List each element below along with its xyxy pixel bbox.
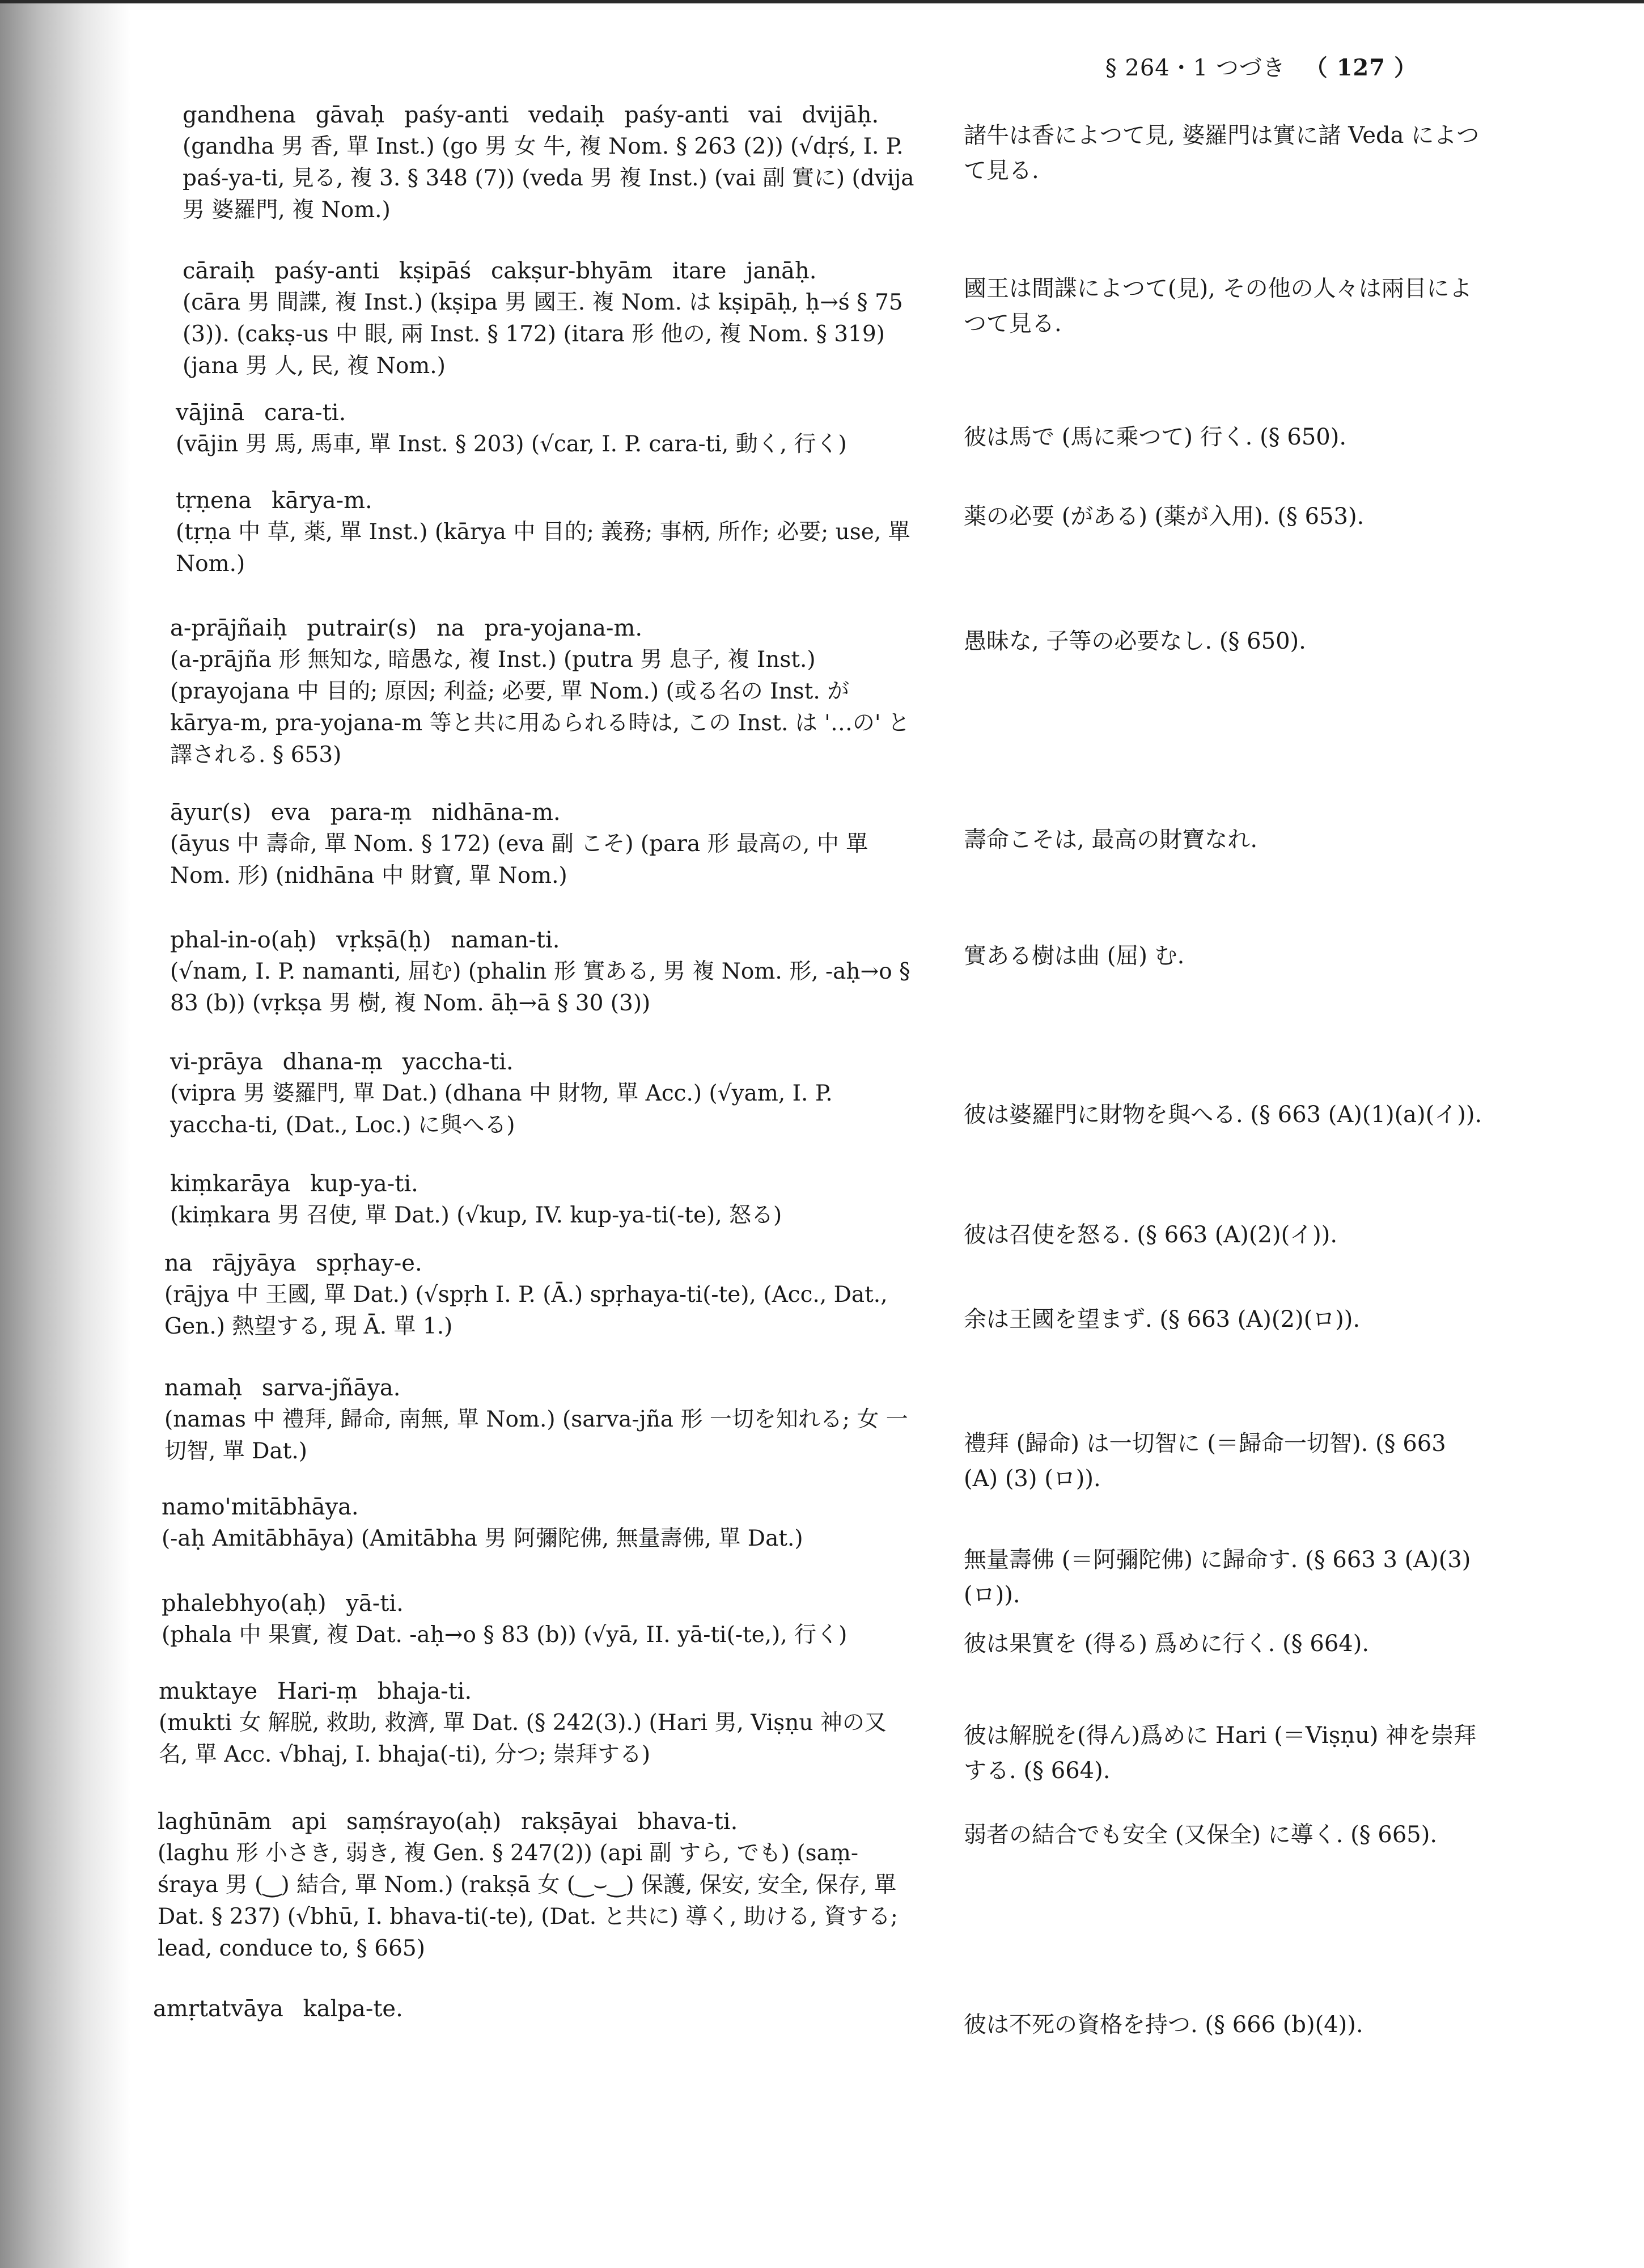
translation: 弱者の結合でも安全 (又保全) に導く. (§ 665). (964, 1822, 1438, 1848)
sanskrit-line: phalebhyo(aḥ) yā-ti. (162, 1590, 404, 1617)
translation: 彼は馬で (馬に乘つて) 行く. (§ 650). (964, 424, 1347, 450)
translation: 彼は不死の資格を持つ. (§ 666 (b)(4)). (964, 2012, 1363, 2038)
translation: 彼は解脱を(得ん)爲めに Hari (＝Viṣṇu) 神を崇拜する. (§ 664). (964, 1723, 1477, 1784)
translation: 國王は間諜によつて(見), その他の人々は兩目によつて見る. (964, 276, 1472, 337)
translation: 壽命こそは, 最高の財寶なれ. (964, 827, 1258, 853)
example-entry (162, 1491, 910, 1555)
grammar-gloss: (-aḥ Amitābhāya) (Amitābha 男 阿彌陀佛, 無量壽佛, 單 Dat.) (162, 1526, 803, 1551)
sanskrit-line: āyur(s) eva para-ṃ nidhāna-m. (170, 799, 561, 826)
example-entry (170, 612, 918, 771)
translation: 實ある樹は曲 (屈) む. (964, 943, 1185, 969)
sanskrit-line: muktaye Hari-ṃ bhaja-ti. (159, 1678, 472, 1704)
grammar-gloss: (cāra 男 間諜, 複 Inst.) (kṣipa 男 國王. 複 Nom. は kṣipāḥ, ḥ→ś § 75 (3)). (cakṣ-us 中 眼, 兩 Inst. § 172) (itara 形 他の, 複 Nom. § 319) (jana 男 人, 民, 複 Nom.) (183, 290, 903, 379)
grammar-gloss: (laghu 形 小さき, 弱き, 複 Gen. § 247(2)) (api 副 すら, でも) (saṃ-śraya 男 (‿) 結合, 單 Nom.) (rakṣā 女 (‿⌣‿) 保護, 保安, 安全, 保存, 單 Dat. § 237) (√bhū, I. bhava-ti(-te), (Dat. と共に) 導く, 助ける, 資する; lead, conduce to, § 665) (158, 1840, 898, 1961)
translation: 無量壽佛 (＝阿彌陀佛) に歸命す. (§ 663 3 (A)(3)(ロ)). (964, 1547, 1471, 1608)
example-entry (170, 1168, 918, 1232)
grammar-gloss: (vājin 男 馬, 馬車, 單 Inst. § 203) (√car, I. P. cara-ti, 動く, 行く) (176, 431, 847, 457)
example-entry (176, 397, 924, 460)
translation: 彼は召使を怒る. (§ 663 (A)(2)(イ)). (964, 1222, 1338, 1248)
grammar-gloss: (mukti 女 解脱, 救助, 救濟, 單 Dat. (§ 242(3).) (Hari 男, Viṣṇu 神の又名, 單 Acc. √bhaj, I. bhaja(-ti), 分つ; 崇拜する) (159, 1710, 887, 1767)
example-entry (158, 1806, 906, 1965)
example-entry (170, 1046, 918, 1141)
example-entry (159, 1675, 907, 1771)
translation: 禮拜 (歸命) は一切智に (＝歸命一切智). (§ 663 (A) (3) (ロ)). (964, 1431, 1446, 1492)
sanskrit-line: laghūnām api saṃśrayo(aḥ) rakṣāyai bhava-ti. (158, 1809, 738, 1835)
grammar-gloss: (phala 中 果實, 複 Dat. -aḥ→o § 83 (b)) (√yā, II. yā-ti(-te,), 行く) (162, 1622, 848, 1648)
grammar-gloss: (kiṃkara 男 召使, 單 Dat.) (√kup, IV. kup-ya-ti(-te), 怒る) (170, 1203, 782, 1228)
sanskrit-line: vājinā cara-ti. (176, 400, 346, 426)
sanskrit-line: a-prājñaiḥ putrair(s) na pra-yojana-m. (170, 615, 643, 641)
sanskrit-line: namaḥ sarva-jñāya. (164, 1375, 401, 1401)
sanskrit-line: amṛtatvāya kalpa-te. (153, 1996, 403, 2022)
sanskrit-line: namo'mitābhāya. (162, 1494, 359, 1520)
page-number: （ 127 ） (1304, 54, 1417, 81)
section-ref: § 264・1 つづき (1105, 55, 1286, 81)
sanskrit-line: phal-in-o(aḥ) vṛkṣā(ḥ) naman-ti. (170, 927, 560, 953)
sanskrit-line: cāraiḥ paśy-anti kṣipāś cakṣur-bhyām itare janāḥ. (183, 258, 817, 284)
grammar-gloss: (āyus 中 壽命, 單 Nom. § 172) (eva 副 こそ) (para 形 最高の, 中 單 Nom. 形) (nidhāna 中 財寶, 單 Nom.) (170, 831, 868, 888)
example-entry (162, 1588, 910, 1651)
translation: 愚昧な, 子等の必要なし. (§ 650). (964, 628, 1306, 654)
running-head (1105, 50, 1417, 82)
grammar-gloss: (tṛṇa 中 草, 薬, 單 Inst.) (kārya 中 目的; 義務; 事柄, 所作; 必要; use, 單 Nom.) (176, 519, 910, 577)
sanskrit-line: tṛṇena kārya-m. (176, 488, 372, 514)
sanskrit-line: vi-prāya dhana-ṃ yaccha-ti. (170, 1049, 514, 1075)
top-rule (0, 0, 1644, 3)
example-entry (164, 1372, 913, 1467)
grammar-gloss: (√nam, I. P. namanti, 屈む) (phalin 形 實ある, 男 複 Nom. 形, -aḥ→o § 83 (b)) (vṛkṣa 男 樹, 複 Nom. āḥ→ā § 30 (3)) (170, 959, 910, 1016)
sanskrit-line: kiṃkarāya kup-ya-ti. (170, 1171, 418, 1197)
example-entry (170, 797, 918, 892)
translation: 彼は婆羅門に財物を與へる. (§ 663 (A)(1)(a)(イ)). (964, 1102, 1482, 1128)
example-entry (164, 1247, 913, 1343)
sanskrit-line: na rājyāya spṛhay-e. (164, 1250, 422, 1276)
translation: 余は王國を望まず. (§ 663 (A)(2)(ロ)). (964, 1306, 1361, 1332)
grammar-gloss: (vipra 男 婆羅門, 單 Dat.) (dhana 中 財物, 單 Acc.) (√yam, I. P. yaccha-ti, (Dat., Loc.) に與へる) (170, 1081, 833, 1138)
grammar-gloss: (gandha 男 香, 單 Inst.) (go 男 女 牛, 複 Nom. § 263 (2)) (√dṛś, I. P. paś-ya-ti, 見る, 複 3. § 348 (7)) (veda 男 複 Inst.) (vai 副 實に) (dvija 男 婆羅門, 複 Nom.) (183, 134, 914, 223)
grammar-gloss: (namas 中 禮拜, 歸命, 南無, 單 Nom.) (sarva-jña 形 一切を知れる; 女 一切智, 單 Dat.) (164, 1407, 908, 1464)
example-entry (170, 924, 918, 1019)
translation: 諸牛は香によつて見, 婆羅門は實に諸 Veda によつて見る. (964, 122, 1480, 184)
example-entry (183, 99, 931, 226)
scan-edge-shadow (0, 0, 130, 2268)
sanskrit-line: gandhena gāvaḥ paśy-anti vedaiḥ paśy-anti vai dvijāḥ. (183, 102, 879, 128)
translation: 彼は果實を (得る) 爲めに行く. (§ 664). (964, 1631, 1370, 1657)
example-entry (176, 485, 924, 580)
grammar-gloss: (a-prājña 形 無知な, 暗愚な, 複 Inst.) (putra 男 息子, 複 Inst.) (prayojana 中 目的; 原因; 利益; 必要, 單 Nom.) (或る名の Inst. が kārya-m, pra-yojana-m 等と共に用ゐられる時は, この Inst. は '…の' と譯される. § 653) (170, 647, 910, 768)
grammar-gloss: (rājya 中 王國, 單 Dat.) (√spṛh I. P. (Ā.) spṛhaya-ti(-te), (Acc., Dat., Gen.) 熱望する, 現 Ā. 單 1.) (164, 1282, 888, 1339)
translation: 薬の必要 (がある) (薬が入用). (§ 653). (964, 503, 1365, 530)
example-entry (183, 255, 931, 382)
example-entry (153, 1993, 403, 2025)
